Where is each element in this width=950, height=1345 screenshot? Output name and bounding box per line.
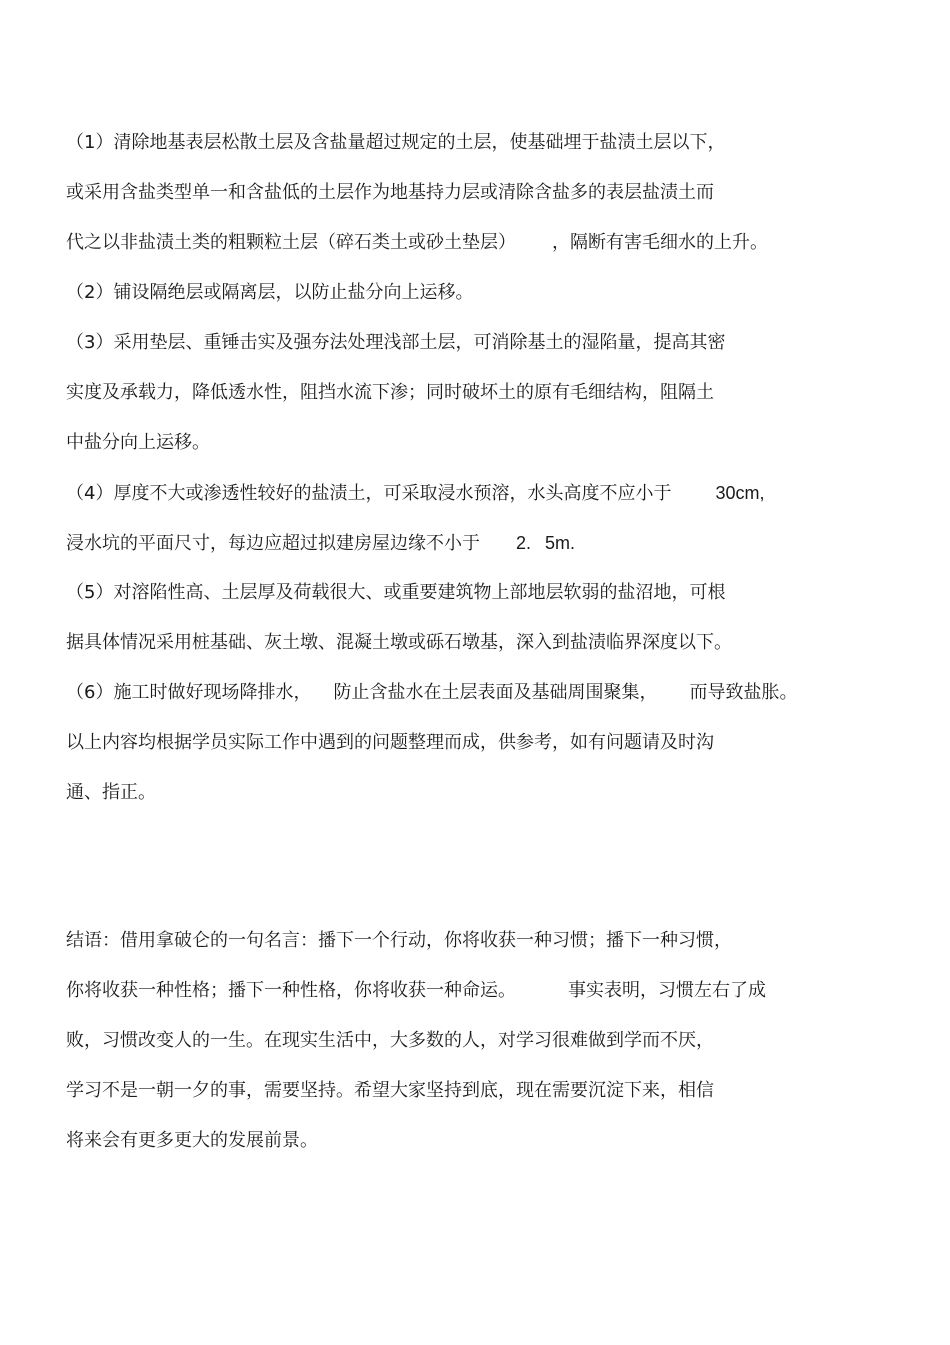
- text-line-1: （1）清除地基表层松散土层及含盐量超过规定的土层，使基础埋于盐渍土层以下，: [66, 132, 726, 153]
- text-line-8: [66, 480, 764, 506]
- text-line-7: 中盐分向上运移。: [66, 432, 210, 453]
- text-segment: （6）施工时做好现场降排水，: [66, 682, 312, 703]
- text-segment: 而导致盐胀。: [689, 682, 798, 703]
- conclusion-line-3: 败，习惯改变人的一生。在现实生活中，大多数的人，对学习很难做到学而不厌，: [66, 1030, 714, 1051]
- text-line-14: 通、指正。: [66, 782, 156, 803]
- text-line-11: 据具体情况采用桩基础、灰土墩、混凝土墩或砾石墩基，深入到盐渍临界深度以下。: [66, 632, 732, 653]
- text-line-3: [66, 230, 768, 256]
- text-segment: 你将收获一种性格；播下一种性格，你将收获一种命运。: [66, 980, 516, 1001]
- conclusion-line-1: 结语：借用拿破仑的一句名言：播下一个行动，你将收获一种习惯；播下一种习惯，: [66, 930, 732, 951]
- conclusion-line-5: 将来会有更多更大的发展前景。: [66, 1130, 318, 1151]
- text-segment: ，隔断有害毛细水的上升。: [552, 232, 768, 253]
- text-segment: 30cm,: [715, 483, 765, 503]
- text-segment: 代之以非盐渍土类的粗颗粒土层（碎石类土或砂土垫层）: [66, 232, 516, 253]
- text-line-13: 以上内容均根据学员实际工作中遇到的问题整理而成，供参考，如有问题请及时沟: [66, 732, 714, 753]
- text-segment: 浸水坑的平面尺寸，每边应超过拟建房屋边缘不小于: [66, 533, 480, 554]
- text-line-5: （3）采用垫层、重锤击实及强夯法处理浅部土层，可消除基土的湿陷量，提高其密: [66, 332, 726, 353]
- text-segment: 防止含盐水在土层表面及基础周围聚集，: [333, 682, 658, 703]
- conclusion-line-4: 学习不是一朝一夕的事，需要坚持。希望大家坚持到底，现在需要沉淀下来，相信: [66, 1080, 714, 1101]
- conclusion-line-2: [66, 978, 766, 1004]
- text-line-4: （2）铺设隔绝层或隔离层，以防止盐分向上运移。: [66, 282, 474, 303]
- text-segment: 事实表明，习惯左右了成: [568, 980, 766, 1001]
- text-line-2: 或采用含盐类型单一和含盐低的土层作为地基持力层或清除含盐多的表层盐渍土而: [66, 182, 714, 203]
- text-line-9: [66, 530, 575, 556]
- text-line-12: [66, 680, 797, 706]
- text-line-10: （5）对溶陷性高、土层厚及荷载很大、或重要建筑物上部地层软弱的盐沼地，可根: [66, 582, 726, 603]
- text-line-6: 实度及承载力，降低透水性，阻挡水流下渗；同时破坏土的原有毛细结构，阻隔土: [66, 382, 714, 403]
- text-segment: 2.: [516, 533, 532, 553]
- text-segment: （4）厚度不大或渗透性较好的盐渍土，可采取浸水预溶，水头高度不应小于: [66, 483, 672, 504]
- text-segment: 5m.: [545, 533, 576, 553]
